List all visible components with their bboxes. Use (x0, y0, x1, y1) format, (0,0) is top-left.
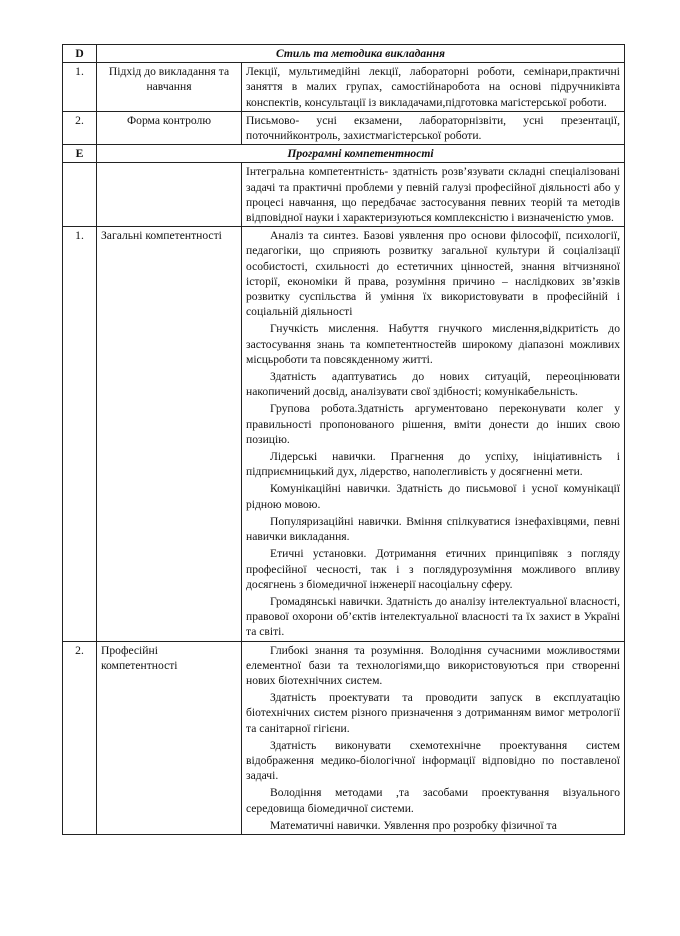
section-e-header (63, 145, 625, 163)
row-label: Професійні компетентності (97, 641, 242, 834)
competence-paragraph: Громадянські навички. Здатність до аналізу інтелектуальної власності, правової охорони об’єктів інтелектуальної власності та їх захист в Україні та світі. (246, 594, 620, 639)
competence-paragraph: Лідерські навички. Прагнення до успіху, ініціативність і підприємницький дух, лідерство, наполегливість у досягненні мети. (246, 450, 620, 479)
competence-paragraph: Математичні навички. Уявлення про розробку фізичної та (270, 818, 557, 832)
competence-paragraph: Групова робота.Здатність аргументовано переконувати колег у правильності пропонованого рішення, вміти донести до інших свою позицію. (246, 402, 620, 446)
row-number: 2. (63, 641, 97, 834)
competence-paragraph: Гнучкість мислення. Набуття гнучкого мислення,відкритість до застосування знань та компетентностейв широкому діапазоні можливих місцьроботи та повсякденному житті. (246, 322, 620, 366)
row-number: 1. (63, 227, 97, 641)
table-row (63, 63, 625, 112)
competence-paragraph: Етичні установки. Дотримання етичних принципівяк з погляду професійної чесності, так і з поглядурозуміння можливого впливу досягнень з біомедичної інженерії насоціальну сферу. (246, 547, 620, 591)
table-row (63, 227, 625, 641)
competence-paragraph: Аналіз та синтез. Базові уявлення про основи філософії, психології, педагогіки, що сприяють розвитку загальної культури й соціалізації особистості, схильності до естетичних цінностей, знання вітчизняної історії, економіки й права, розуміння причино – наслідкових зв’язків розвитку суспільства й уміння їх використовувати в професійній і соціальній діяльності (246, 229, 620, 319)
table-row (63, 111, 625, 144)
competence-paragraph: Глибокі знання та розуміння. Володіння сучасними можливостями елементної бази та технологіями,що використовуються при створенні нових біотехнічних систем. (246, 643, 620, 687)
professional-competences (242, 641, 625, 834)
competence-paragraph: Здатність виконувати схемотехнічне проектування систем відображення медико-біологічної інформації відповідно по поставленої задачі. (246, 738, 620, 783)
competence-paragraph: Здатність проектувати та проводити запуск в експлуатацію біотехнічних систем різного призначення з дотриманням вимог метрології та санітарної гігієни. (246, 691, 620, 735)
row-label: Загальні компетентності (97, 227, 242, 641)
table-row (63, 641, 625, 834)
integral-competence: Інтегральна компетентність- здатність розв’язувати складні спеціалізовані задачі та практичні проблеми у певній галузі професійної діяльності або у процесі навчання, що передбачає застосування певних теорій та методів відповідної науки і характеризуються комплексністю і визначеністю умов. (242, 163, 625, 227)
section-d-title: Стиль та методика викладання (97, 45, 625, 63)
section-e-letter: E (63, 145, 97, 163)
row-content: Лекції, мультимедійні лекції, лабораторні роботи, семінари,практичні заняття в малих групах, самостійнаробота на основі підручниківта конспектів, консультації із викладачами,підготовка магістерської роботи. (242, 63, 625, 112)
row-label: Форма контролю (97, 111, 242, 144)
row-number: 1. (63, 63, 97, 112)
row-number: 2. (63, 111, 97, 144)
competence-paragraph: Популяризаційні навички. Вміння спілкуватися ізнефахівцями, певні навички викладання. (246, 514, 620, 544)
section-d-header (63, 45, 625, 63)
program-table (62, 44, 625, 835)
table-row (63, 163, 625, 227)
section-d-letter: D (63, 45, 97, 63)
competence-paragraph: Комунікаційні навички. Здатність до письмової і усної комунікації рідною мовою. (246, 482, 620, 511)
row-content: Письмово- усні екзамени, лабораторнізвіти, усні презентації, поточнийконтроль, захистмагістерської роботи. (242, 111, 625, 144)
row-label: Підхід до викладання та навчання (97, 63, 242, 112)
competence-paragraph: Володіння методами ,та засобами проектування візуального середовища біомедичної системи. (246, 786, 620, 815)
general-competences (242, 227, 625, 641)
competence-paragraph: Здатність адаптуватись до нових ситуацій, переоцінювати накопичений досвід, аналізувати свої здібності; комунікабельність. (246, 370, 620, 399)
section-e-title: Програмні компетентності (97, 145, 625, 163)
